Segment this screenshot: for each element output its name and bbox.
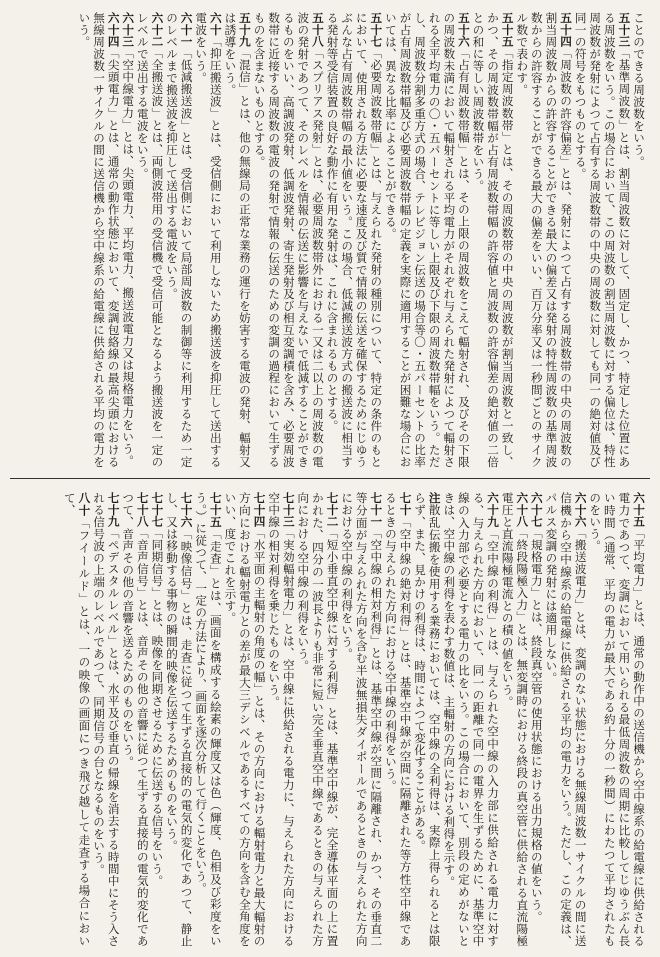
article — [529, 492, 544, 947]
article-number: 五十七 — [369, 12, 384, 47]
article-text: 「短小垂直空中線に対する利得」とは、基準空中線が、完全導体平面の上に置かれた、四分の一波長よりも非常に短い完全垂直空中線であるときの与えられた方向における空中線の利得をいう。 — [296, 492, 340, 947]
article-text: ことのできる周波数をいう。 — [632, 12, 646, 168]
article — [91, 492, 120, 947]
article-text: 「低減搬送波」とは、受信側において局部周波数の制御等に利用するため一定のレベルまで搬送波を抑圧して送出する電波をいう。 — [165, 12, 194, 468]
article — [515, 12, 573, 468]
article-text: 「必要周波数帯幅」とは、与えられた発射の種別について、特定の条件のもとにおいて、使用される方法に必要な速度及び質で情報の伝送を確保するためにじゆうぶんな占有周波数帯幅の最小値をいう。この場合、低減搬送波方式の搬送波に相当する発射等受信装置の良好な動作に有用な発射は、これに含まれるものとする。 — [325, 12, 384, 468]
article-text: 「全搬送波」とは、両側波帯用の受信機で受信可能となるよう搬送波を一定のレベルで送出する電波をいう。 — [135, 12, 165, 468]
article-text: 「平均電力」とは、通常の動作中の送信機から空中線系の給電線に供給される電力であつて、変調において用いられる最低周波数の周期に比較してじゆうぶん長い時間（通常、平均の電力が最大である約十分の一秒間）にわたつて平均されたものをいう。 — [588, 492, 646, 947]
article — [500, 492, 529, 947]
article-text: 「音声信号」とは、音声その他の音響に従つて生ずる直接的の電気的変化であつて、音声その他の音響を送るためのものをいう。 — [121, 492, 150, 947]
article — [588, 492, 646, 947]
article — [135, 12, 164, 468]
article — [413, 492, 442, 947]
article-number: 七十二 — [325, 492, 340, 527]
article — [194, 492, 223, 947]
article-text: 散乱伝搬を使用する業務においては、空中線の全利得は、実際上得られるとは限らず、また、見かけの利得は、時間によつて変化することがある。 — [413, 492, 442, 947]
article-number: 七十三 — [281, 492, 296, 527]
article-number: 五十六 — [456, 12, 471, 47]
section-divider — [10, 478, 650, 479]
article — [121, 492, 150, 947]
article-number: 注 — [427, 492, 442, 504]
article — [325, 12, 383, 468]
article — [77, 12, 121, 468]
article-text: 「抑圧搬送波」とは、受信側において利用しないため搬送波を抑圧して送出する電波をいう。 — [194, 12, 223, 469]
article — [150, 492, 165, 947]
article — [383, 492, 412, 947]
article-number: 六十三 — [121, 12, 136, 47]
article-number: 六十七 — [529, 492, 544, 527]
article — [223, 12, 252, 468]
article — [164, 12, 193, 468]
article-number: 六十九 — [486, 492, 501, 528]
article — [267, 492, 296, 947]
article-text: 「空中線の利得」とは、与えられた空中線の入力部に供給される電力に対する、与えられた方向において、同一の距離で同一の電界を生ずるために、基準空中線の入力部で必要とする電力の比をいう。この場合において、別段の定めがないときは、空中線の利得を表わす数値は、主輻射の方向における利得を示す。 — [442, 492, 501, 947]
article-number: 七十八 — [135, 492, 150, 527]
article-number: 五十八 — [310, 12, 325, 47]
article-text: 「水平面の主輻射の角度の幅」とは、その方向における輻射電力と最大輻射の方向における輻射電力との差が最大三デシベルであるすべての方向を含む全角度をいい、度でこれを示す。 — [223, 492, 267, 947]
article-number: 七十六 — [179, 492, 194, 528]
article-number: 六十二 — [150, 12, 165, 47]
article-text: 「同期信号」とは、映像を同期させるために伝送する信号をいう。 — [150, 526, 165, 887]
article-number: 七十九 — [106, 492, 121, 527]
article-number: 六十 — [208, 12, 223, 36]
article — [296, 492, 340, 947]
article — [383, 12, 471, 468]
article-number: 七十 — [398, 492, 413, 516]
article-number: 六十八 — [515, 492, 530, 527]
article — [573, 12, 631, 468]
article — [62, 492, 91, 947]
article-number: 六十一 — [179, 12, 194, 47]
article — [223, 492, 267, 947]
article-text: 「終段陽極入力」とは、無変調時における終段の真空管に供給される直流陽極電圧と直流陽極電流との積の値をいう。 — [500, 492, 530, 947]
article-number: 五十九 — [237, 12, 252, 47]
article-number: 五十四 — [559, 12, 574, 47]
article — [631, 12, 646, 468]
article-text: 「周波数の許容偏差」とは、発射によつて占有する周波数帯の中央の周波数の割当周波数からの許容することができる最大の偏差又は発射の特性周波数の基準周波数からの許容することができる最大の偏差をいい、百万分率又は一秒間ごとのサイクル数で表わす。 — [515, 12, 574, 468]
article — [471, 12, 515, 468]
article — [164, 492, 193, 947]
article-text: 「占有周波数帯幅」とは、その上限の周波数をこえて輻射され、及びその下限の周波数未満において輻射される平均電力がそれぞれ与えられた発射によつて輻射される全平均電力の〇・五パーセントに等しい上限及び下限の周波数帯幅をいう。ただし、周波数分割多重方式の場合、テレビジョン伝送の場合等〇・五パーセントの比率が占有周波数帯幅及び必要周波数帯幅の定義を実際に適用することが困難な場合においては、異なる比率によることができる。 — [383, 12, 471, 468]
article — [194, 12, 223, 468]
article-number: 七十七 — [150, 492, 165, 527]
article-text: 「ペデスタルレベル」とは、水平及び垂直の帰線を消去する時間中にそう入される信号波の上端のレベルであつて、同期信号の台となるものをいう。 — [92, 492, 121, 947]
article-number: 五十五 — [500, 12, 515, 47]
article — [442, 492, 500, 947]
article-number: 七十四 — [252, 492, 267, 527]
article-text: 「搬送波電力」とは、変調のない状態における無線周波数一サイクルの間に送信機から空中線系の給電線に供給される平均の電力をいう。ただし、この定義は、パルス変調の発射には適用しない。 — [544, 492, 588, 947]
article-number: 六十五 — [632, 492, 646, 527]
article — [252, 12, 325, 468]
article-text: 「空中線の相対利得」とは、基準空中線が空間に隔離され、かつ、その垂直二等分面が与えられた方向を含む半波無損失ダイポールであるときの与えられた方向における空中線の利得をいう。 — [340, 492, 384, 947]
article-text: 「規格電力」とは、終段真空管の使用状態における出力規格の値をいう。 — [529, 526, 544, 923]
article — [340, 492, 384, 947]
article-number: 六十四 — [106, 12, 121, 47]
article-text: 「走査」とは、画面を構成する絵素の輝度又は色（輝度、色相及び彩度をいう。）に従つて、一定の方法により、画面を逐次分析して行くことをいう。 — [194, 492, 223, 947]
article-text: 「指定周波数帯」とは、その周波数帯の中央の周波数が割当周波数と一致し、かつ、その周波数帯幅が占有周波数帯幅の許容値と周波数の許容偏差の絶対値の二倍との和に等しい周波数帯をいう。 — [471, 12, 515, 468]
article-number: 五十三 — [617, 12, 632, 47]
article-number: 六十六 — [573, 492, 588, 527]
article-text: 「混信」とは、他の無線局の正常な業務の運行を妨害する電波の発射、輻射又は誘導をいう。 — [223, 12, 252, 468]
lower-text-block — [14, 492, 646, 947]
article — [121, 12, 136, 468]
article-text: 「空中線電力」とは、尖頭電力、平均電力、搬送波電力又は規格電力をいう。 — [121, 46, 136, 467]
article-text: 「空中線の絶対利得」とは、基準空中線が空間に隔離された等方性空中線であるときの与えられた方向における空中線の利得をいう。 — [383, 492, 413, 948]
article-number: 八十 — [77, 492, 92, 517]
article-number: 七十五 — [208, 492, 223, 528]
article-text: 「映像信号」とは、走査に従つて生ずる直接的の電気的変化であつて、静止し、又は移動する事物の瞬間的映像を伝送するためのものをいう。 — [165, 492, 194, 947]
article-text: 「スプリアス発射」とは、必要周波数帯外における一又は二以上の周波数の電波の発射であつて、そのレベルを情報の伝送に影響を与えないで低減することができるものをいい、高調波発射、低調波発射、寄生発射及び相互変調積を含み、必要周波数帯に近接する周波数の電波の発射で情報の伝送のための変調の過程において生ずるものを含まないものとする。 — [252, 12, 325, 468]
article-text: 「フイールド」とは、一の映像の画面につき飛び越して走査する場合において、 — [62, 492, 92, 947]
article — [544, 492, 588, 947]
article-text: 「実効輻射電力」とは、空中線に供給される電力に、与えられた方向における空中線の相対利得を乗じたものをいう。 — [267, 492, 296, 947]
upper-text-block — [14, 12, 646, 468]
article-text: 「基準周波数」とは、割当周波数に対して、固定し、かつ、特定した位置にある周波数をいう。この場合において、この周波数の割当周波数に対する偏位は、特性周波数が発射によつて占有する周波数帯の中央の周波数に対しても同一の絶対値及び同一の符号をもつものとする。 — [573, 12, 632, 468]
article-number: 七十一 — [369, 492, 384, 527]
article-text: 「尖頭電力」とは、通常の動作状態において、変調包絡線の最高尖頭における無線周波数一サイクルの間に送信機から空中線系の給電線に供給される平均の電力をいう。 — [77, 12, 121, 468]
